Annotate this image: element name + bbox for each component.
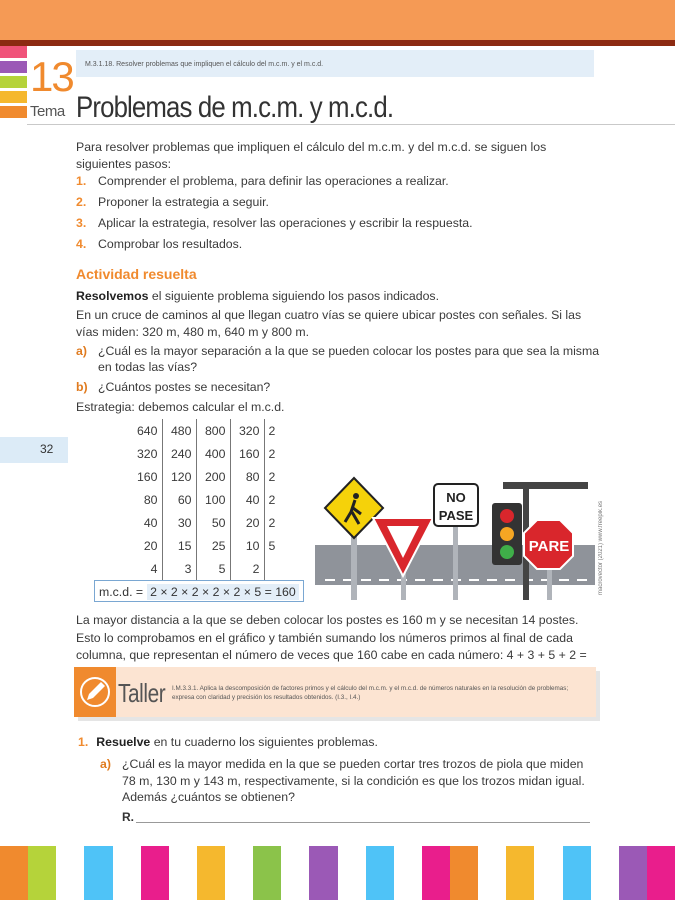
- activity-problem: En un cruce de caminos al que llegan cuatro vías se quiere ubicar postes con señales. Si las vías miden: 320 m, 480 m, 640 m y 800 m.: [76, 308, 582, 339]
- theme-number: 13: [30, 53, 73, 100]
- quotient-cell: 3: [162, 557, 196, 580]
- division-row: [128, 419, 280, 442]
- taller-title: Taller: [118, 678, 166, 708]
- quotient-cell: 640: [128, 419, 162, 442]
- quotient-cell: 320: [230, 419, 264, 442]
- mcd-value: 2 × 2 × 2 × 2 × 2 × 5 = 160: [147, 584, 299, 600]
- quotient-cell: 4: [128, 557, 162, 580]
- quotient-cell: 80: [230, 465, 264, 488]
- pedestrian-sign: [325, 478, 383, 538]
- divisor-cell: 2: [268, 515, 276, 530]
- page-number-tab: [0, 437, 68, 463]
- conclusion-text: La mayor distancia a la que se deben colocar los postes es 160 m y se necesitan 14 postes. Esto lo comprobamos en el gráfico y también sumando los números primos al final de cada columna, que representan el número de veces que 160 cabe en cada número: 4 + 3 + 5 + 2 =: [76, 613, 587, 662]
- division-row: [128, 511, 280, 534]
- bottom-color-band: [0, 846, 675, 900]
- taller-tab: [74, 667, 116, 717]
- steps-list: [76, 173, 602, 257]
- quotient-cell: 40: [128, 511, 162, 534]
- quotient-cell: 100: [196, 488, 230, 511]
- quotient-cell: 20: [230, 511, 264, 534]
- question-a: a) ¿Cuál es la mayor separación a la que se pueden colocar los postes para que sea la misma en todas las vías?: [76, 344, 600, 374]
- question-b: b) ¿Cuántos postes se necesitan?: [76, 380, 271, 394]
- step-item: 2. Proponer la estrategia a seguir.: [76, 195, 269, 209]
- divisor-cell: 2: [268, 469, 276, 484]
- pare-text: PARE: [528, 538, 570, 555]
- taller-text: I.M.3.3.1. Aplica la descomposición de factores primos y el cálculo del m.c.m. y el m.c.d. de números naturales en la resolución de problemas; expresa con claridad y precisión los resultados obtenidos. (I.3., I.4.): [172, 685, 569, 701]
- exercise-1a: a) ¿Cuál es la mayor medida en la que se pueden cortar tres trozos de piola que miden 78 m, 130 m y 143 m, respectivamente, si la condición es que los trozos midan igual. Además ¿cuántos se obtienen?: [100, 757, 585, 804]
- strategy-text: Estrategia: debemos calcular el m.c.d.: [76, 400, 285, 414]
- top-color-band: [0, 0, 675, 40]
- theme-word: Tema: [30, 103, 65, 120]
- quotient-cell: 160: [230, 442, 264, 465]
- division-row: [128, 488, 280, 511]
- division-row: [128, 465, 280, 488]
- quotient-cell: 80: [128, 488, 162, 511]
- pencil-icon: [74, 667, 116, 717]
- quotient-cell: 240: [162, 442, 196, 465]
- quotient-cell: 20: [128, 534, 162, 557]
- quotient-cell: 160: [128, 465, 162, 488]
- quotient-cell: 200: [196, 465, 230, 488]
- quotient-cell: 40: [230, 488, 264, 511]
- image-credit: macrovector (2021) www.freepik.es: [598, 500, 604, 595]
- answer-line[interactable]: [136, 822, 590, 823]
- quotient-cell: 5: [196, 557, 230, 580]
- traffic-signs-illustration: [315, 470, 595, 600]
- mcd-result: [94, 580, 304, 602]
- quotient-cell: 15: [162, 534, 196, 557]
- division-row: [128, 442, 280, 465]
- exercise-1: 1. Resuelve en tu cuaderno los siguientes problemas.: [78, 735, 378, 749]
- quotient-cell: 400: [196, 442, 230, 465]
- activity-lead: Resolvemos el siguiente problema siguiendo los pasos indicados.: [76, 289, 439, 303]
- answer-label: R.: [122, 810, 134, 824]
- step-item: 3. Aplicar la estrategia, resolver las operaciones y escribir la respuesta.: [76, 216, 473, 230]
- divisor-cell: 2: [268, 446, 276, 461]
- left-color-stripes: [0, 46, 27, 122]
- division-row: [128, 534, 280, 557]
- activity-title: Actividad resuelta: [76, 266, 197, 282]
- step-item: 4. Comprobar los resultados.: [76, 237, 243, 251]
- no-pase-line2: PASE: [438, 508, 474, 523]
- quotient-cell: 120: [162, 465, 196, 488]
- quotient-cell: 60: [162, 488, 196, 511]
- step-item: 1. Comprender el problema, para definir las operaciones a realizar.: [76, 174, 449, 188]
- quotient-cell: 10: [230, 534, 264, 557]
- mcd-label: m.c.d. =: [99, 585, 144, 599]
- traffic-light: [492, 503, 522, 565]
- divisor-cell: 5: [268, 538, 276, 553]
- standard-box: [76, 50, 594, 77]
- division-row: [128, 557, 280, 580]
- quotient-cell: 30: [162, 511, 196, 534]
- standard-text: M.3.1.18. Resolver problemas que impliquen el cálculo del m.c.m. y el m.c.d.: [85, 61, 324, 68]
- top-dark-line: [0, 40, 675, 46]
- quotient-cell: 25: [196, 534, 230, 557]
- quotient-cell: 50: [196, 511, 230, 534]
- divisor-cell: 2: [268, 492, 276, 507]
- quotient-cell: 320: [128, 442, 162, 465]
- intro-text: Para resolver problemas que impliquen el cálculo del m.c.m. y del m.c.d. se siguen los siguientes pasos:: [76, 140, 547, 171]
- divisor-cell: [264, 557, 280, 580]
- quotient-cell: 800: [196, 419, 230, 442]
- page-title: Problemas de m.c.m. y m.c.d.: [76, 91, 394, 124]
- no-pase-line1: NO: [446, 490, 466, 505]
- title-rule: [27, 124, 675, 125]
- page-number: 32: [40, 442, 54, 456]
- division-table: [128, 419, 280, 580]
- quotient-cell: 480: [162, 419, 196, 442]
- divisor-cell: 2: [268, 423, 276, 438]
- quotient-cell: 2: [230, 557, 264, 580]
